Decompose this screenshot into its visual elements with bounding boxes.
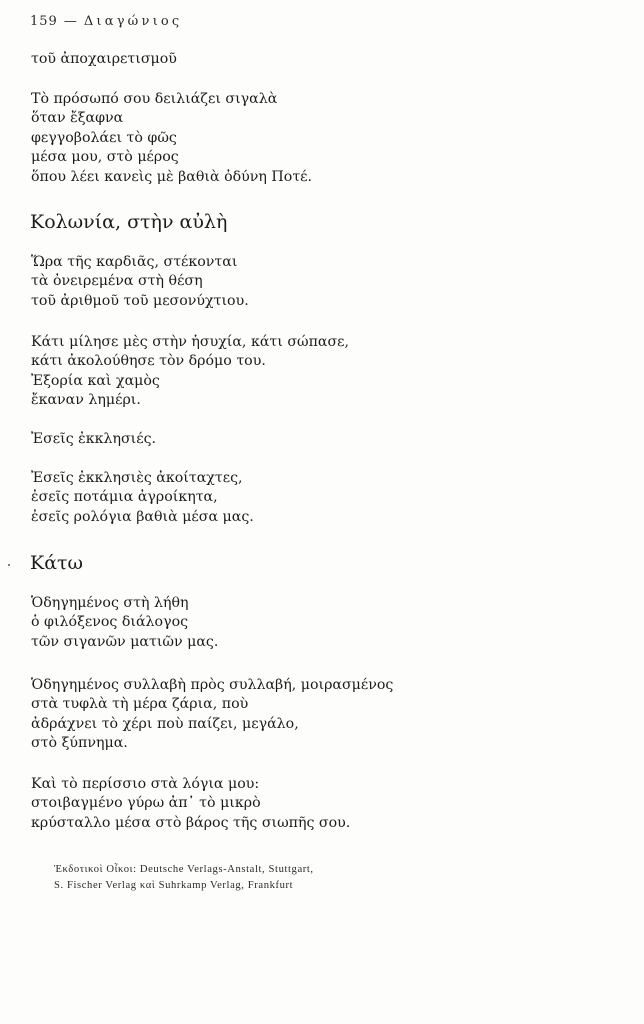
publisher-footnote [54, 862, 314, 894]
header-separator: — [63, 14, 78, 29]
poem1-stanza [31, 90, 312, 187]
footnote-line: Ἐκδοτικοὶ Οἶκοι: Deutsche Verlags-Anstalt, Stuttgart, [54, 864, 314, 875]
verse-line: τοῦ ἀριθμοῦ τοῦ μεσονύχτιου. [31, 292, 249, 309]
verse-line: Ἐξορία καὶ χαμὸς [31, 372, 160, 389]
verse-line: ὁ φιλόξενος διάλογος [31, 614, 189, 631]
verse-line: ἀδράχνει τὸ χέρι ποὺ παίζει, μεγάλο, [31, 715, 299, 732]
poem3-stanza-3 [31, 775, 350, 833]
verse-line: τοῦ ἀποχαιρετισμοῦ [31, 51, 177, 67]
poem-intro-line [31, 50, 177, 69]
running-title: Διαγώνιος [83, 14, 183, 29]
poem2-stanza-1 [31, 253, 249, 311]
poem3-stanza-2 [31, 676, 393, 754]
verse-line: ἐσεῖς ρολόγια βαθιὰ μέσα μας. [31, 508, 254, 525]
verse-line: Καὶ τὸ περίσσιο στὰ λόγια μου: [31, 776, 260, 792]
page-number: 159 [30, 14, 58, 29]
verse-line: Τὸ πρόσωπό σου δειλιάζει σιγαλὰ [31, 91, 278, 107]
verse-line: κάτι ἀκολούθησε τὸν δρόμο του. [31, 353, 266, 370]
verse-line: Κάτι μίλησε μὲς στὴν ἡσυχία, κάτι σώπασε, [31, 334, 350, 350]
verse-line: ὅπου λέει κανεὶς μὲ βαθιὰ ὀδύνη Ποτέ. [31, 168, 313, 185]
verse-line: ὅταν ἔξαφνα [31, 110, 124, 127]
verse-line: Ὥρα τῆς καρδιᾶς, στέκονται [31, 254, 238, 270]
print-speck [8, 564, 10, 566]
verse-line: κρύσταλλο μέσα στὸ βάρος τῆς σιωπῆς σου. [31, 814, 351, 831]
footnote-line: S. Fischer Verlag καὶ Suhrkamp Verlag, Frankfurt [54, 880, 294, 891]
poem2-stanza-4 [31, 469, 254, 527]
verse-line: Ἐσεῖς ἐκκλησιὲς ἀκοίταχτες, [31, 470, 243, 486]
poem3-stanza-1 [31, 594, 218, 652]
poem-title: Κάτω [30, 552, 84, 574]
verse-line: Ὁδηγημένος συλλαβὴ πρὸς συλλαβή, μοιρασμένος [31, 677, 394, 693]
verse-line: Ὁδηγημένος στὴ λήθη [31, 595, 189, 611]
poem2-stanza-2 [31, 333, 349, 411]
running-header [30, 14, 182, 29]
verse-line: ἐσεῖς ποτάμια ἀγροίκητα, [31, 489, 218, 506]
verse-line: ἔκαναν λημέρι. [31, 392, 141, 409]
verse-line: τῶν σιγανῶν ματιῶν μας. [31, 633, 219, 650]
verse-line: στὰ τυφλὰ τὴ μέρα ζάρια, ποὺ [31, 696, 249, 713]
verse-line: τὰ ὀνειρεμένα στὴ θέση [31, 273, 203, 290]
verse-line: στὸ ξύπνημα. [31, 735, 128, 752]
poem-title: Κολωνία, στὴν αὐλὴ [30, 211, 228, 233]
verse-line: μέσα μου, στὸ μέρος [31, 149, 179, 166]
verse-line: Ἐσεῖς ἐκκλησιές. [31, 431, 157, 447]
verse-line: φεγγοβολάει τὸ φῶς [31, 129, 177, 146]
poem2-stanza-3 [31, 430, 156, 449]
verse-line: στοιβαγμένο γύρω ἀπ᾽ τὸ μικρὸ [31, 795, 261, 812]
